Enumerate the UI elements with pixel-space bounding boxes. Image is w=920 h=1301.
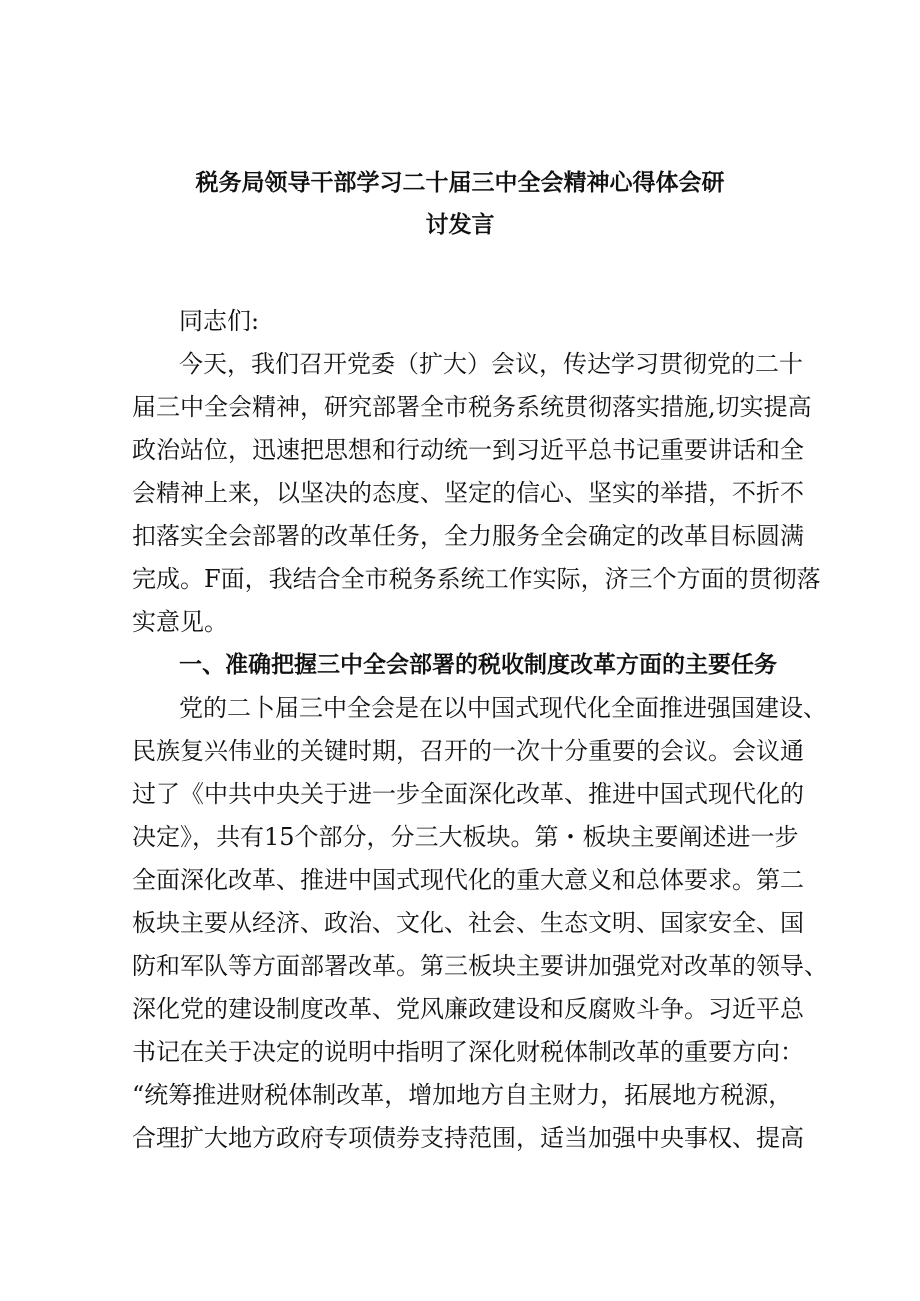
paragraph-2-line-11: 合理扩大地方政府专项债券支持范围，适当加强中央事权、提高 (132, 1124, 804, 1152)
paragraph-2-line-8: 深化党的建设制度改革、党风廉政建设和反腐败斗争。习近平总 (132, 995, 804, 1023)
paragraph-2-line-5: 全面深化改革、推进中国式现代化的重大意义和总体要求。第二 (132, 866, 804, 894)
paragraph-2-line-7: 防和军队等方面部署改革。第三板块主要讲加强党对改革的领导、 (132, 952, 828, 980)
paragraph-2-line-2: 民族复兴伟业的关键时期，召开的一次十分重要的会议。会议通 (132, 737, 804, 765)
paragraph-2-line-3: 过了《中共中央关于进一步全面深化改革、推进中国式现代化的 (132, 780, 804, 808)
paragraph-1-line-3: 政治站位，迅速把思想和行动统一到习近平总书记重要讲话和全 (132, 436, 804, 464)
paragraph-2-line-1: 党的二卜届三中全会是在以中国式现代化全面推进强国建设、 (179, 694, 827, 722)
section-1-heading: 一、准确把握三中全会部署的税收制度改革方面的主要任务 (179, 652, 777, 678)
paragraph-1-line-1: 今天，我们召开党委（扩大）会议，传达学习贯彻党的二十 (179, 350, 803, 378)
paragraph-2-line-9: 书记在关于决定的说明中指明了深化财税体制改革的重要方向： (132, 1038, 804, 1066)
paragraph-1-line-2: 届三中全会精神，研究部署全市税务系统贯彻落实措施,切实提高 (132, 393, 812, 421)
salutation: 同志们: (179, 307, 260, 335)
paragraph-2-line-4: 决定》，共有15个部分，分三大板块。第・板块主要阐述进一步 (132, 823, 799, 851)
document-title-line-2: 讨发言 (425, 212, 495, 238)
paragraph-1-line-7: 实意见。 (132, 608, 228, 636)
paragraph-2-line-6: 板块主要从经济、政治、文化、社会、生态文明、国家安全、国 (132, 909, 804, 937)
paragraph-1-line-6: 完成。F面，我结合全市税务系统工作实际，济三个方面的贯彻落 (132, 565, 821, 593)
paragraph-1-line-5: 扣落实全会部署的改革任务，全力服务全会确定的改革目标圆满 (132, 522, 804, 550)
document-title-line-1: 税务局领导干部学习二十届三中全会精神心得体会研 (195, 170, 725, 196)
paragraph-2-line-10: “统筹推进财税体制改革，增加地方自主财力，拓展地方税源， (132, 1081, 793, 1109)
paragraph-1-line-4: 会精神上来，以坚决的态度、坚定的信心、坚实的举措，不折不 (132, 479, 804, 507)
